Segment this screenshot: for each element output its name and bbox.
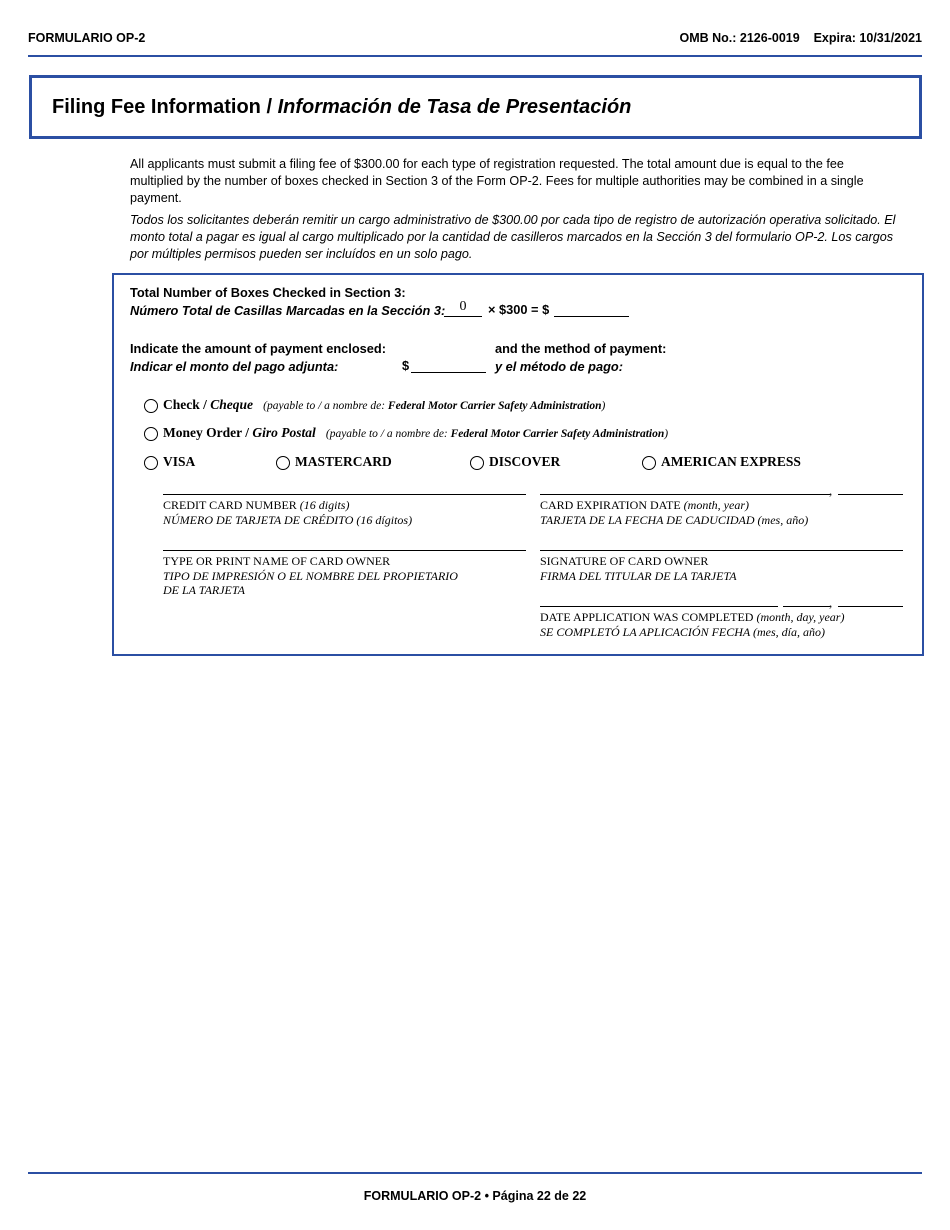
date-year-field[interactable] — [838, 606, 903, 607]
date-day-field[interactable] — [783, 606, 830, 607]
total-boxes-label — [130, 284, 445, 319]
amex-radio[interactable] — [642, 456, 656, 470]
omb-expiration — [679, 31, 922, 45]
title-en: Filing Fee Information / — [52, 96, 272, 118]
amount-label-en: Indicate the amount of payment enclosed: — [130, 341, 386, 356]
title-es: Información de Tasa de Presentación — [277, 96, 632, 118]
intro-spanish: Todos los solicitantes deberán remitir un cargo administrativo de $300.00 por cada tipo de registro de autorización operativa solicitado. El monto total a pagar es igual al cargo multiplicado por la cantidad de casilleros marcados en la Sección 3 del formulario OP-2. Los cargos por múltiples permisos pueden ser incluídos en un solo pago. — [130, 213, 896, 261]
amount-label — [130, 340, 386, 375]
expiration-year-field[interactable] — [838, 494, 903, 495]
money-order-radio[interactable] — [144, 427, 158, 441]
intro-english: All applicants must submit a filing fee of $300.00 for each type of registration requested. The total amount due is equal to the fee multiplied by the number of boxes checked in Section 3 of the Form OP-2. Fees for multiple authorities may be combined in a single payment. — [130, 157, 864, 205]
discover-label: DISCOVER — [489, 454, 561, 469]
amount-enclosed-field[interactable] — [411, 356, 486, 373]
money-order-label: Money Order / — [163, 425, 249, 440]
total-fee-field[interactable] — [554, 300, 629, 317]
amount-label-es: Indicar el monto del pago adjunta: — [130, 358, 339, 374]
credit-card-number-caption: CREDIT CARD NUMBER (16 digits) NÚMERO DE TARJETA DE CRÉDITO (16 dígitos) — [163, 498, 413, 527]
date-month-field[interactable] — [540, 606, 778, 607]
credit-card-number-field[interactable] — [163, 494, 526, 495]
check-payable-note: (payable to / a nombre de: Federal Motor Carrier Safety Administration) — [263, 400, 606, 412]
mastercard-label: MASTERCARD — [295, 454, 392, 469]
footer-rule — [28, 1172, 922, 1174]
card-owner-signature-field[interactable] — [540, 550, 903, 551]
method-label — [495, 340, 666, 375]
visa-label: VISA — [163, 454, 196, 469]
money-order-payable-note: (payable to / a nombre de: Federal Motor Carrier Safety Administration) — [325, 428, 669, 440]
expiration-month-field[interactable] — [540, 494, 830, 495]
page-title — [52, 96, 631, 119]
total-boxes-label-en: Total Number of Boxes Checked in Section 3: — [130, 285, 406, 300]
boxes-checked-field[interactable]: 0 — [444, 298, 482, 317]
header-rule — [28, 55, 922, 57]
date-comma: , — [829, 595, 833, 610]
form-id: FORMULARIO OP-2 — [28, 31, 146, 45]
money-order-label-es: Giro Postal — [252, 425, 316, 440]
card-owner-name-field[interactable] — [163, 550, 526, 551]
money-order-option — [163, 425, 668, 441]
method-label-en: and the method of payment: — [495, 341, 667, 356]
discover-radio[interactable] — [470, 456, 484, 470]
dollar-sign: $ — [402, 358, 410, 373]
check-radio[interactable] — [144, 399, 158, 413]
page-footer: FORMULARIO OP-2 • Página 22 de 22 — [363, 1189, 587, 1203]
date-completed-caption: DATE APPLICATION WAS COMPLETED (month, day, year) SE COMPLETÓ LA APLICACIÓN FECHA (mes, día, año) — [540, 610, 845, 639]
method-label-es: y el método de pago: — [495, 358, 623, 374]
check-label-es: Cheque — [210, 397, 254, 412]
expiration-caption: CARD EXPIRATION DATE (month, year) TARJETA DE LA FECHA DE CADUCIDAD (mes, año) — [540, 498, 809, 527]
expiration-date: Expira: 10/31/2021 — [813, 31, 922, 45]
check-option — [163, 397, 605, 413]
expiration-comma: , — [829, 483, 833, 498]
section-title-box — [29, 75, 922, 139]
check-label: Check / — [163, 397, 207, 412]
visa-radio[interactable] — [144, 456, 158, 470]
signature-caption: SIGNATURE OF CARD OWNER FIRMA DEL TITULAR DE LA TARJETA — [540, 554, 737, 583]
amex-label: AMERICAN EXPRESS — [661, 454, 801, 469]
card-owner-name-caption: TYPE OR PRINT NAME OF CARD OWNER TIPO DE IMPRESIÓN O EL NOMBRE DEL PROPIETARIO DE LA TARJETA — [163, 554, 458, 597]
mastercard-radio[interactable] — [276, 456, 290, 470]
fee-multiplier: × $300 = $ — [488, 302, 550, 317]
omb-number: OMB No.: 2126-0019 — [679, 31, 800, 45]
total-boxes-label-es: Número Total de Casillas Marcadas en la Sección 3: — [130, 302, 446, 318]
